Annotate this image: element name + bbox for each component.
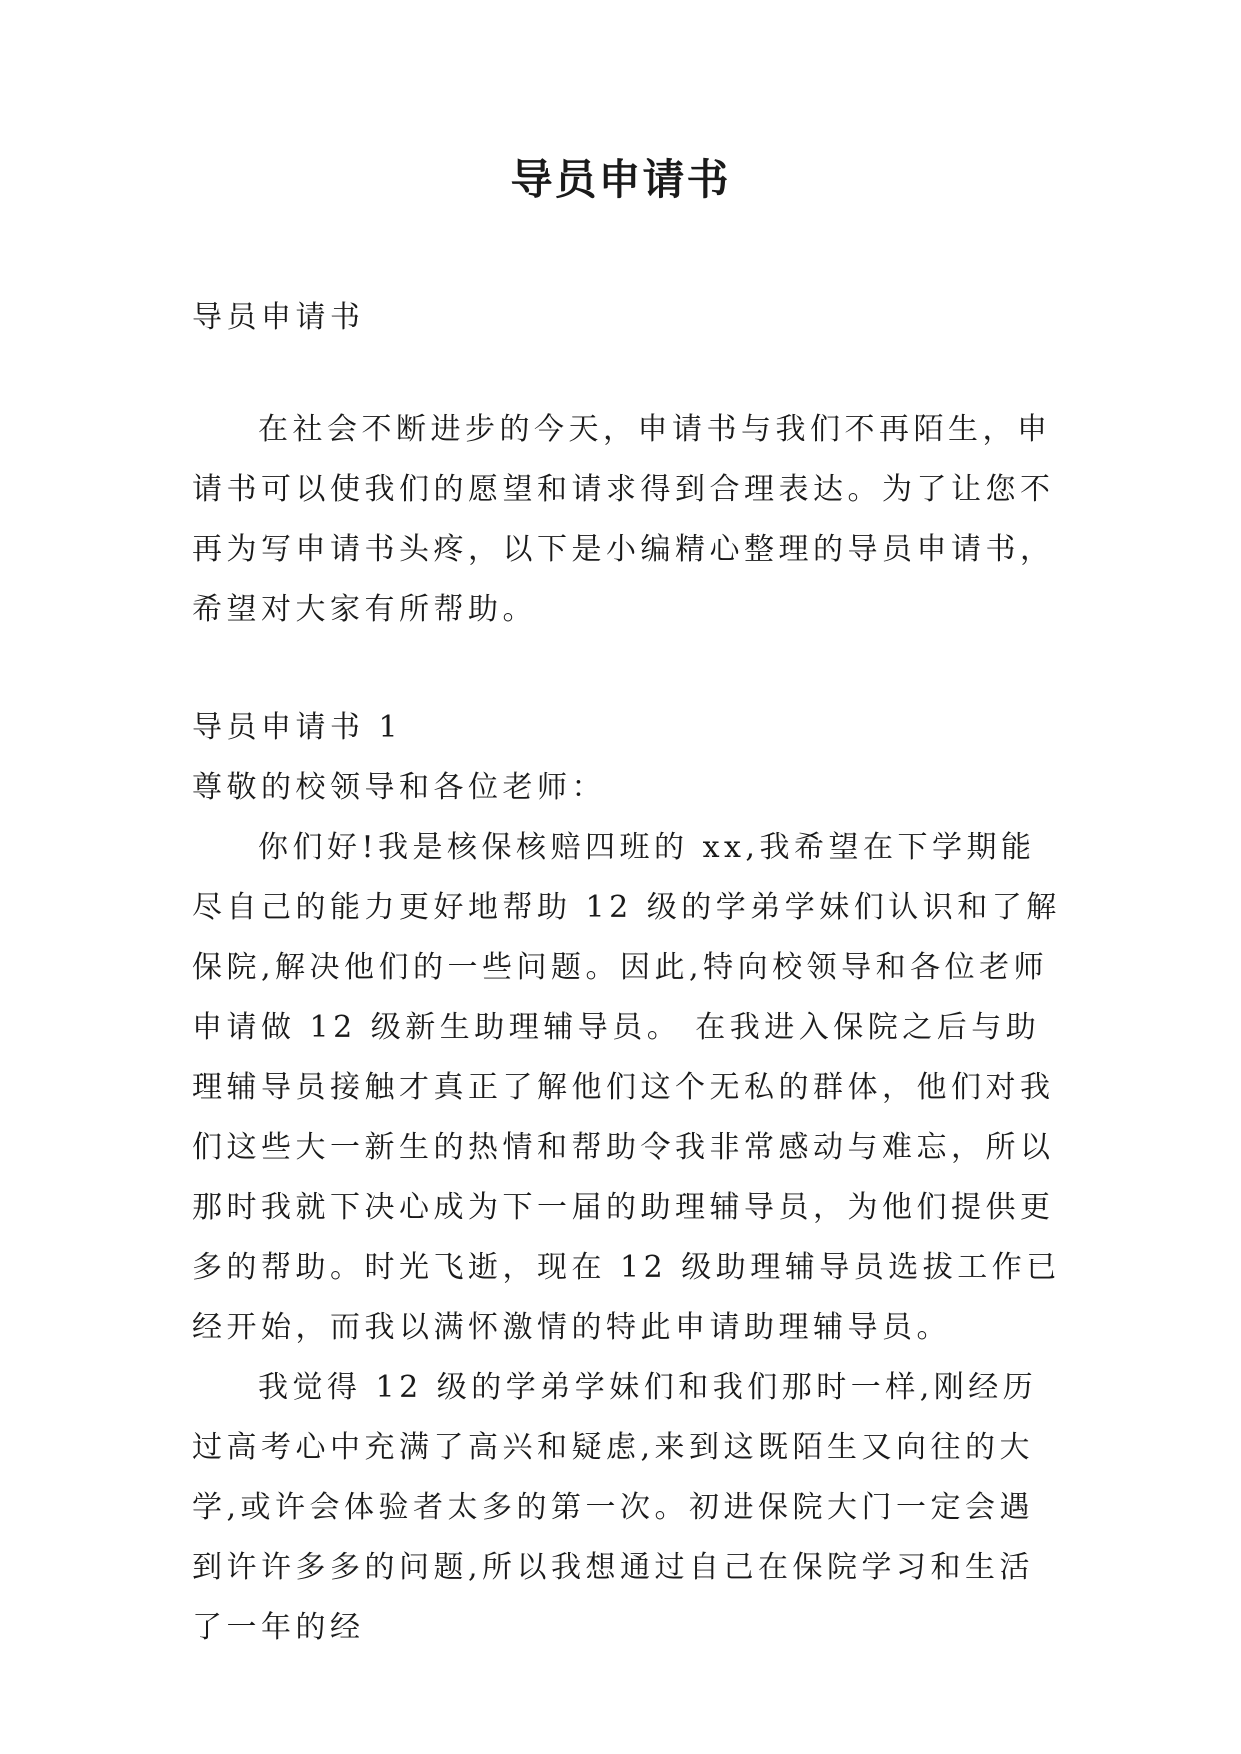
- body-paragraph: 你们好!我是核保核赔四班的 xx,我希望在下学期能尽自己的能力更好地帮助 12 级的学弟学妹们认识和了解保院,解决他们的一些问题。因此,特向校领导和各位老师申请做 12 级新生助理辅导员。 在我进入保院之后与助理辅导员接触才真正了解他们这个无私的群体，他们对我们这些大一新生的热情和帮助令我非常感动与难忘，所以那时我就下决心成为下一届的助理辅导员，为他们提供更多的帮助。时光飞逝，现在 12 级助理辅导员选拔工作已经开始，而我以满怀激情的特此申请助理辅导员。: [192, 830, 1061, 1345]
- body-paragraph: 我觉得 12 级的学弟学妹们和我们那时一样,刚经历过高考心中充满了高兴和疑虑,来到这既陌生又向往的大学,或许会体验者太多的第一次。初进保院大门一定会遇到许许多多的问题,所以我想通过自己在保院学习和生活了一年的经: [192, 1370, 1038, 1645]
- section-heading: 导员申请书 1: [192, 710, 403, 745]
- document-subtitle: 导员申请书: [192, 300, 365, 335]
- document-title: 导员申请书: [510, 155, 731, 204]
- salutation: 尊敬的校领导和各位老师：: [192, 770, 606, 805]
- intro-paragraph: 在社会不断进步的今天，申请书与我们不再陌生，申请书可以使我们的愿望和请求得到合理表达。为了让您不再为写申请书头疼，以下是小编精心整理的导员申请书，希望对大家有所帮助。: [192, 412, 1055, 627]
